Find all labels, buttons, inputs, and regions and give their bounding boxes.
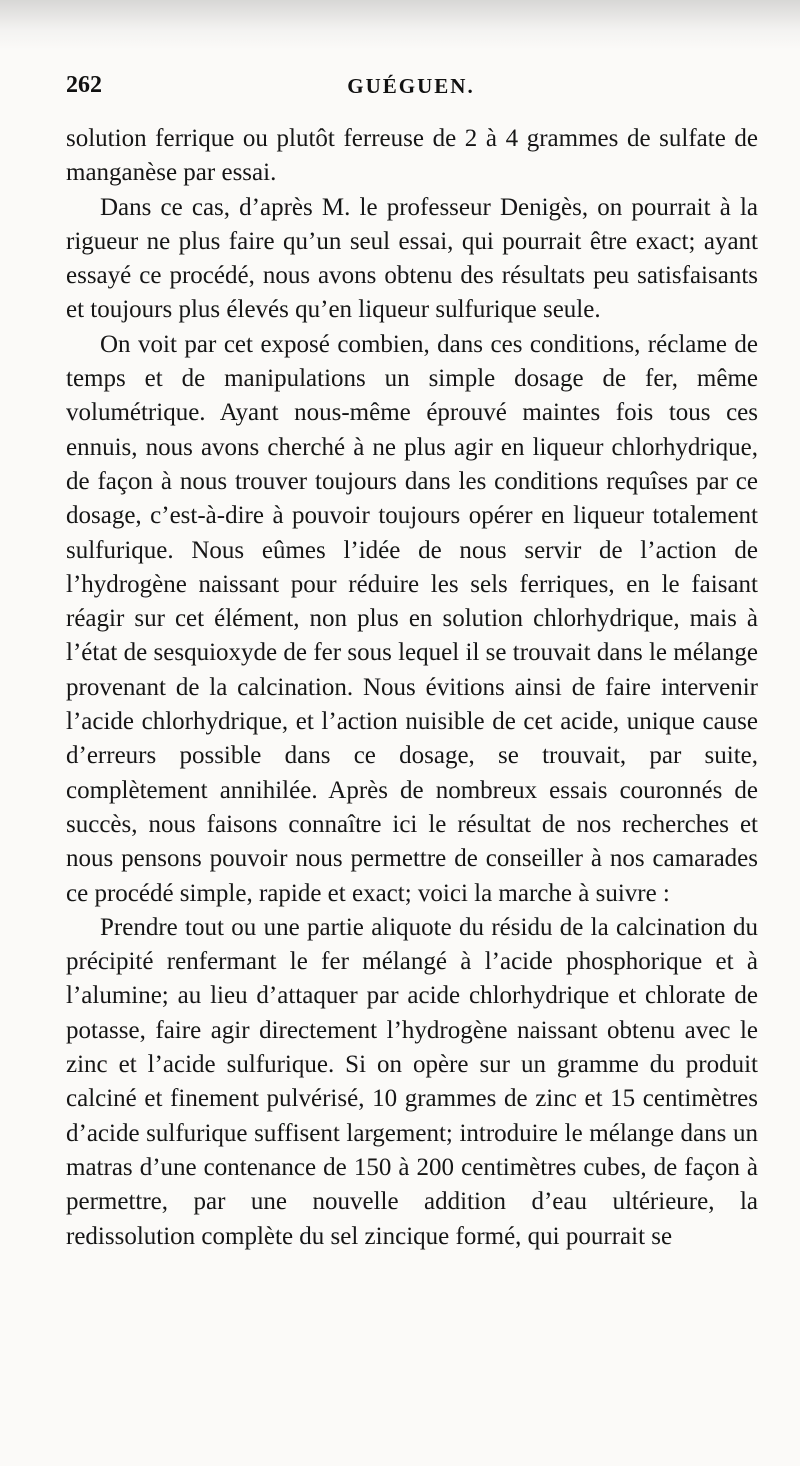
paragraph-2: Dans ce cas, d’après M. le professeur Denigès, on pourrait à la rigueur ne plus faire qu’un seul essai, qui pourrait être exact; ayant essayé ce procédé, nous avons obtenu des résultats peu satisfaisants et toujours plus élevés qu’en liqueur sulfurique seule. [66,193,758,324]
running-head: GUÉGUEN. [347,74,475,98]
page-header [66,72,756,112]
paragraph-3: On voit par cet exposé combien, dans ces conditions, réclame de temps et de manipulations un simple dosage de fer, même volumétrique. Ayant nous-même éprouvé maintes fois tous ces ennuis, nous avons cherché à ne plus agir en liqueur chlorhydrique, de façon à nous trouver toujours dans les conditions requîses par ce dosage, c’est-à-dire à pouvoir toujours opérer en liqueur totalement sulfurique. Nous eûmes l’idée de nous servir de l’action de l’hydrogène naissant pour réduire les sels ferriques, en le faisant réagir sur cet élément, non plus en solution chlorhydrique, mais à l’état de sesquioxyde de fer sous lequel il se trouvait dans le mélange provenant de la calcination. Nous évitions ainsi de faire intervenir l’acide chlorhydrique, et l’action nuisible de cet acide, unique cause d’erreurs possible dans ce dosage, se trouvait, par suite, complètement annihilée. Après de nombreux essais couronnés de succès, nous faisons connaître ici le résultat de nos recherches et nous pensons pouvoir nous permettre de conseiller à nos camarades ce procédé simple, rapide et exact; voici la marche à suivre : [66,330,758,907]
page-number: 262 [66,72,102,98]
body-text [66,122,758,1254]
page-edge-shading [0,0,800,50]
paragraph-1: solution ferrique ou plutôt ferreuse de 2 à 4 grammes de sulfate de manganèse par essai. [66,125,758,187]
paragraph-4: Prendre tout ou une partie aliquote du résidu de la calcination du précipité renfermant le fer mélangé à l’acide phosphorique et à l’alumine; au lieu d’attaquer par acide chlorhydrique et chlorate de potasse, faire agir directement l’hydrogène naissant obtenu avec le zinc et l’acide sulfurique. Si on opère sur un gramme du produit calciné et finement pulvérisé, 10 grammes de zinc et 15 centimètres d’acide sulfurique suffisent largement; introduire le mélange dans un matras d’une contenance de 150 à 200 centimètres cubes, de façon à permettre, par une nouvelle addition d’eau ultérieure, la redissolution complète du sel zincique formé, qui pourrait se [66,913,758,1250]
